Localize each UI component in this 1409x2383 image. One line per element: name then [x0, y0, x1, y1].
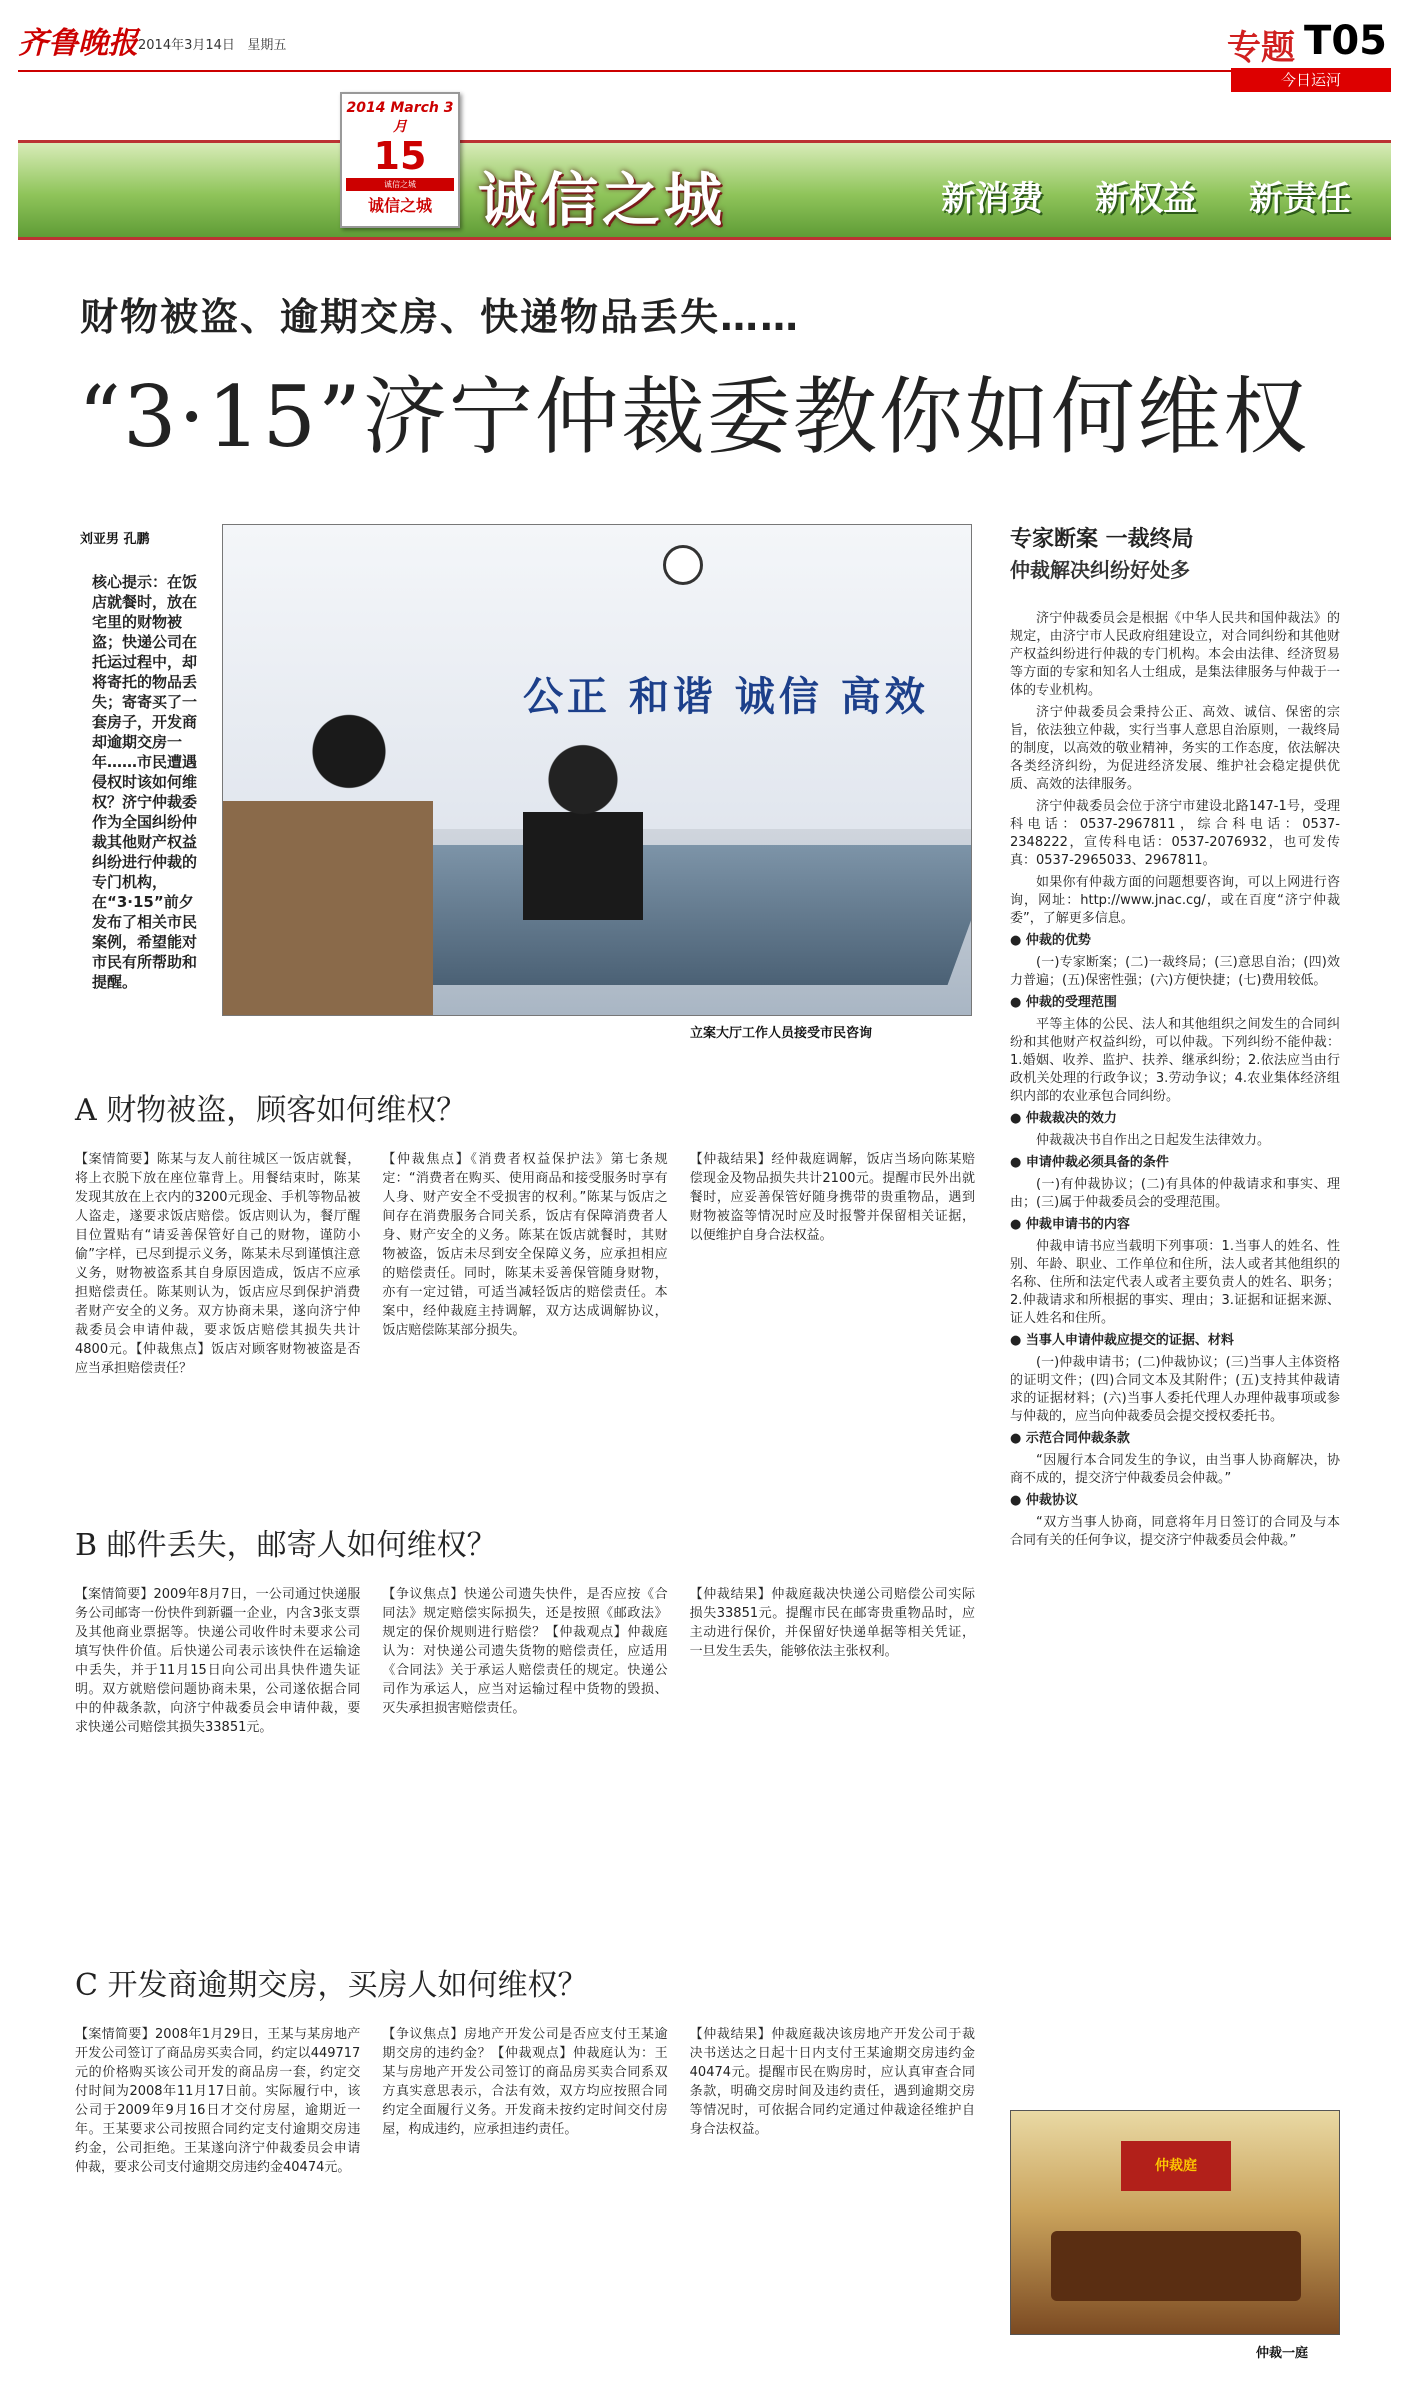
section-b-body: [75, 1585, 975, 1737]
sidebar-title: 专家断案 一裁终局: [1010, 527, 1194, 552]
sidebar-section-text: 仲裁申请书应当载明下列事项：1.当事人的姓名、性别、年龄、职业、工作单位和住所，法人或者其他组织的名称、住所和法定代表人或者主要负责人的姓名、职务；2.仲裁请求和所根据的事实、理由；3.证据和证据来源、证人姓名和住所。: [1010, 1239, 1340, 1326]
room-sign: 仲裁庭: [1121, 2141, 1231, 2191]
section-a-column: 【案情简要】陈某与友人前往城区一饭店就餐，将上衣脱下放在座位靠背上。用餐结束时，陈某发现其放在上衣内的3200元现金、手机等物品被人盗走，遂要求饭店赔偿。饭店则认为，餐厅醒目位置贴有“请妥善保管好自己的财物，谨防小偷”字样，已尽到提示义务，陈某未尽到谨慎注意义务，财物被盗系其自身原因造成，饭店不应承担赔偿责任。陈某则认为，饭店应尽到保护消费者财产安全的义务。双方协商未果，遂向济宁仲裁委员会申请仲裁，要求饭店赔偿其损失共计4800元。【仲裁焦点】饭店对顾客财物被盗是否应当承担赔偿责任？: [75, 1152, 361, 1376]
section-b-heading: B 邮件丢失，邮寄人如何维权？: [75, 1528, 497, 1563]
slogan-2: 新权益: [1095, 179, 1198, 219]
section-c-column: 【仲裁结果】仲裁庭裁决该房地产开发公司于裁决书送达之日起十日内支付王某逾期交房违约金40474元。提醒市民在购房时，应认真审查合同条款，明确交房时间及违约责任，遇到逾期交房等情况时，可依据合同约定通过仲裁途径维护自身合法权益。: [689, 2027, 975, 2137]
slogan-3: 新责任: [1249, 179, 1351, 219]
sub-headline: 财物被盗、逾期交房、快递物品丢失……: [80, 295, 801, 339]
photo-caption: 立案大厅工作人员接受市民咨询: [690, 1026, 873, 1041]
page-number: T05: [1304, 18, 1387, 64]
sidebar-section-text: (一)专家断案；(二)一裁终局；(三)意思自治；(四)效力普遍；(五)保密性强；(六)方便快捷；(七)费用较低。: [1010, 955, 1340, 988]
photo-visitor: [223, 685, 433, 1016]
section-c-body: [75, 2025, 975, 2177]
arbitration-room-photo: [1010, 2110, 1340, 2335]
section-c-heading: C 开发商逾期交房，买房人如何维权？: [75, 1968, 588, 2003]
calendar-strip: 诚信之城: [346, 178, 454, 191]
photo-slogan: 公正 和谐 诚信 高效: [523, 674, 929, 720]
sidebar-section-heading: ● 仲裁申请书的内容: [1010, 1216, 1340, 1234]
section-tag: 今日运河: [1231, 68, 1391, 92]
photo-staff: [523, 740, 643, 920]
sidebar-paragraph: 济宁仲裁委员会位于济宁市建设北路147-1号，受理科电话：0537-2967811，综合科电话：0537-2348222，宣传科电话：0537-2076932，也可发传真：0537-2965033、2967811。: [1010, 799, 1340, 868]
banner-slogans: [901, 171, 1351, 220]
section-b-column: 【案情简要】2009年8月7日，一公司通过快递服务公司邮寄一份快件到新疆一企业，内含3张支票及其他商业票据等。快递公司收件时未要求公司填写快件价值。后快递公司表示该快件在运输途中丢失，并于11月15日向公司出具快件遗失证明。双方就赔偿问题协商未果，公司遂依据合同中的仲裁条款，向济宁仲裁委员会申请仲裁，要求快递公司赔偿其损失33851元。: [75, 1587, 361, 1735]
section-b-column: 【争议焦点】快递公司遗失快件，是否应按《合同法》规定赔偿实际损失，还是按照《邮政法》规定的保价规则进行赔偿？【仲裁观点】仲裁庭认为：对快递公司遗失货物的赔偿责任，应适用《合同法》关于承运人赔偿责任的规定。快递公司作为承运人，应当对运输过程中货物的毁损、灭失承担损害赔偿责任。: [382, 1587, 668, 1716]
sidebar-paragraph: 济宁仲裁委员会是根据《中华人民共和国仲裁法》的规定，由济宁市人民政府组建设立，对合同纠纷和其他财产权益纠纷进行仲裁的专门机构。本会由法律、经济贸易等方面的专家和知名人士组成，是集法律服务与仲裁于一体的专业机构。: [1010, 611, 1340, 698]
dateline: [138, 34, 286, 53]
section-a-heading: A 财物被盗，顾客如何维权？: [75, 1093, 467, 1128]
sidebar-section-text: 仲裁裁决书自作出之日起发生法律效力。: [1036, 1133, 1271, 1148]
photo2-caption: 仲裁一庭: [1256, 2346, 1309, 2361]
topic-label: 专题: [1227, 28, 1295, 68]
service-hall-photo: [222, 524, 972, 1016]
headline: “3·15”济宁仲裁委教你如何维权: [78, 368, 1309, 466]
calendar-month: 2014 March 3月: [346, 100, 454, 135]
sidebar-subtitle: 仲裁解决纠纷好处多: [1010, 558, 1190, 582]
byline: 刘亚男 孔鹏: [80, 532, 150, 547]
sidebar-section-heading: ● 示范合同仲裁条款: [1010, 1430, 1340, 1448]
sidebar-paragraph: 如果你有仲裁方面的问题想要咨询，可以上网进行咨询，网址：http://www.jnac.cg/，或在百度“济宁仲裁委”，了解更多信息。: [1010, 875, 1340, 926]
sidebar-section-text: (一)仲裁申请书；(二)仲裁协议；(三)当事人主体资格的证明文件；(四)合同文本及其附件；(五)支持其仲裁请求的证据材料；(六)当事人委托代理人办理仲裁事项或参与仲裁的，应当向仲裁委员会提交授权委托书。: [1010, 1355, 1340, 1424]
sidebar-section-heading: ● 当事人申请仲裁应提交的证据、材料: [1010, 1332, 1340, 1350]
section-b-column: 【仲裁结果】仲裁庭裁决快递公司赔偿公司实际损失33851元。提醒市民在邮寄贵重物品时，应主动进行保价，并保留好快递单据等相关凭证，一旦发生丢失，能够依法主张权利。: [689, 1587, 975, 1659]
section-c-column: 【案情简要】2008年1月29日，王某与某房地产开发公司签订了商品房买卖合同，约定以449717元的价格购买该公司开发的商品房一套，约定交付时间为2008年11月17日前。实际履行中，该公司于2009年9月16日才交付房屋，逾期近一年。王某要求公司按照合同约定支付逾期交房违约金，公司拒绝。王某遂向济宁仲裁委员会申请仲裁，要求公司支付逾期交房违约金40474元。: [75, 2027, 361, 2175]
sidebar-section-heading: ● 仲裁的受理范围: [1010, 994, 1340, 1012]
lead-text: 核心提示：在饭店就餐时，放在宅里的财物被盗；快递公司在托运过程中，却将寄托的物品丢失；寄寄买了一套房子，开发商却逾期交房一年……市民遭遇侵权时该如何维权？济宁仲裁委作为全国纠纷仲裁其他财产权益纠纷进行仲裁的专门机构，在“3·15”前夕发布了相关市民案例，希望能对市民有所帮助和提醒。: [92, 573, 198, 991]
sidebar-section-heading: ● 仲裁裁决的效力: [1010, 1110, 1340, 1128]
calendar-bottom: 诚信之城: [367, 196, 432, 215]
section-a-column: 【仲裁焦点】《消费者权益保护法》第七条规定：“消费者在购买、使用商品和接受服务时享有人身、财产安全不受损害的权利。”陈某与饭店之间存在消费服务合同关系，饭店有保障消费者人身、财产安全的义务。陈某在饭店就餐时，其财物被盗，饭店未尽到安全保障义务，应承担相应的赔偿责任。同时，陈某未妥善保管随身财物，亦有一定过错，可适当减轻饭店的赔偿责任。本案中，经仲裁庭主持调解，双方达成调解协议，饭店赔偿陈某部分损失。: [382, 1152, 668, 1338]
slogan-1: 新消费: [941, 179, 1044, 219]
masthead: 齐鲁晚报: [18, 26, 138, 61]
weekday: 星期五: [247, 38, 287, 53]
sidebar-section-heading: ● 仲裁协议: [1010, 1492, 1340, 1510]
sidebar-paragraph: 济宁仲裁委员会秉持公正、高效、诚信、保密的宗旨，依法独立仲裁，实行当事人意思自治原则，一裁终局的制度，以高效的敬业精神，务实的工作态度，依法解决各类经济纠纷，为促进经济发展、维护社会稳定提供优质、高效的法律服务。: [1010, 705, 1340, 792]
sidebar-section-text: 平等主体的公民、法人和其他组织之间发生的合同纠纷和其他财产权益纠纷，可以仲裁。下列纠纷不能仲裁：1.婚姻、收养、监护、扶养、继承纠纷；2.依法应当由行政机关处理的行政争议；3.劳动争议；4.农业集体经济组织内部的农业承包合同纠纷。: [1010, 1017, 1340, 1104]
section-a-body: [75, 1150, 975, 1378]
banner-brand: 诚信之城: [478, 166, 727, 234]
section-c-column: 【争议焦点】房地产开发公司是否应支付王某逾期交房的违约金？【仲裁观点】仲裁庭认为：王某与房地产开发公司签订的商品房买卖合同系双方真实意思表示，合法有效，双方均应按照合同约定全面履行义务。开发商未按约定时间交付房屋，构成违约，应承担违约责任。: [382, 2027, 668, 2137]
sidebar-section-heading: ● 申请仲裁必须具备的条件: [1010, 1154, 1340, 1172]
calendar-day: 15: [373, 134, 427, 178]
banner: [18, 140, 1391, 240]
calendar-badge: [340, 92, 460, 228]
section-a-column: 【仲裁结果】经仲裁庭调解，饭店当场向陈某赔偿现金及物品损失共计2100元。提醒市民外出就餐时，应妥善保管好随身携带的贵重物品，遇到财物被盗等情况时应及时报警并保留相关证据，以便维护自身合法权益。: [689, 1152, 975, 1243]
sidebar-section-heading: ● 仲裁的优势: [1010, 932, 1340, 950]
sidebar: [1010, 524, 1340, 1554]
clock-icon: [663, 545, 703, 585]
date: 2014年3月14日: [138, 38, 235, 53]
sidebar-body: [1010, 610, 1340, 1550]
room-table: [1051, 2231, 1301, 2301]
sidebar-section-text: “双方当事人协商，同意将年月日签订的合同及与本合同有关的任何争议，提交济宁仲裁委员会仲裁。”: [1010, 1515, 1340, 1548]
page-header: [18, 14, 1391, 89]
sidebar-section-text: “因履行本合同发生的争议，由当事人协商解决，协商不成的，提交济宁仲裁委员会仲裁。”: [1010, 1453, 1340, 1486]
sidebar-section-text: (一)有仲裁协议；(二)有具体的仲裁请求和事实、理由；(三)属于仲裁委员会的受理范围。: [1010, 1177, 1340, 1210]
